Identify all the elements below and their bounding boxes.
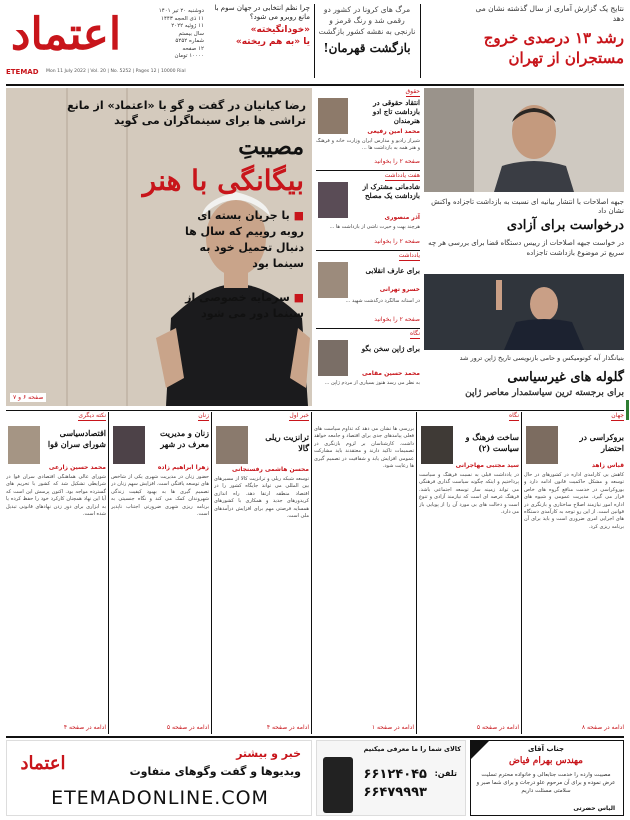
sidebar-item[interactable]: هفت یادداشت شادمانی مشترک از بازداشت یک مصلح آذر منصوری هرچند بهت و حیرت ناشی از بازداشت ها ... صفحه ۲ را بخوانید [316,172,420,248]
column-transit[interactable]: خبر اول ترانزیت ریلی گالا محسن هاشمی رفسنجانی توسعه شبکه ریلی و ترانزیت کالا از مسیرهای بین المللی می تواند جایگاه کشور را در اقتصاد منطقه ارتقا دهد. راه اندازی کریدورهای جدید و همکاری با کشورهای همسایه فرصتی مهم برای افزایش درآمدهای ملی است. ادامه در صفحه ۴ [214,412,309,731]
masthead [6,4,206,78]
column-note[interactable]: بررسی ها نشان می دهد که تداوم سیاست های فعلی پیامدهای جدی برای اقتصاد و جامعه خواهد داشت. کارشناسان بر لزوم بازنگری در تصمیمات تاکید دارند و معتقدند باید مشارکت عمومی افزایش یابد و شفافیت در تصمیم گیری ها رعایت شود. ادامه در صفحه ۱ [314,426,414,731]
abe-photo[interactable] [424,274,624,350]
story1-sub: در خواست جبهه اصلاحات از رییس دستگاه قضا برای بررسی هر چه سریع تر موضوع بازداشت تاجزاده [428,239,624,257]
story1-headline[interactable]: درخواست برای آزادی [506,218,624,233]
ad-etemadonline[interactable]: اعتماد خبر و بیشتر ویدیوها و گفت وگوهای متفاوت ETEMADONLINE.COM [6,740,312,816]
bottom-columns [6,412,624,734]
story2-kicker: بنیانگذار آبه کونومیکس و حامی بازنویسی تاریخ ژاپن ترور شد [459,354,624,362]
author-photo [318,182,348,218]
sidebar [316,88,420,406]
ad-advertising[interactable]: کالای شما را ما معرفی میکنیم تلفن: ۶۶۱۲۴۰۴۵ ۶۶۴۷۹۹۹۳ [316,740,466,816]
ad-logo: اعتماد [20,753,66,774]
author-photo [318,340,348,376]
feature-headline-2: بیگانگی با هنر [142,164,304,197]
ad-condolence[interactable]: جناب آقای مهندس بهرام فیاض مصیبت وارده را خدمت جنابعالی و خانواده محترم تسلیت عرض نموده و برای آن مرحوم علو درجات و برای شما صبر و سلامتی مسئلت داریم الیاس حضرتی [470,740,624,816]
dateline: Mon 11 July 2022 | Vol. 20 | No. 5252 | Pages 12 | 10000 Rial [46,69,186,74]
latin-logo: ETEMAD [6,68,39,76]
logo: اعتماد [10,9,122,60]
feature-bullet-2: ■ سرمایه خصوصی از سینما دور می شود [185,291,304,320]
author-photo [113,426,145,464]
ad-phone-2[interactable]: ۶۶۴۷۹۹۹۳ [363,785,427,800]
column-world[interactable]: جهان بروکراسی در احتضار قباس زاهد کاهش بی کارآمدی اداره در کشورهای در حال توسعه و مشکل حاکمیت قانون ادامه دارد و بوروکراسی در خدمت منافع گروه های خاص قرار می گیرد. مدیریت عمومی و شیوه های اداره امور نیازمند اصلاح ساختاری و بازنگری در قوانین است. از این رو توجه به کارآمدی دستگاه های اجرایی امری ضروری است و باید برای آن برنامه ریزی کرد. ادامه در صفحه ۸ [524,412,624,731]
issue-info: دوشنبه ۲۰ تیر ۱۴۰۱ ۱۱ ذی الحجه ۱۴۴۳ ۱۱ ژوئیه ۲۰۲۲ سال بیستم شماره ۵۲۵۲ ۱۲ صفحه ۱۰۰۰۰ تومان [158,8,204,59]
sidebar-item[interactable]: نگاه برای ژاپن سخن بگو محمد حسین مقامی به نظر می رسد هنوز بسیاری از مردم ژاپن ... [316,330,420,406]
teaser-tehran[interactable]: نتایج یک گزارش آماری از سال گذشته نشان می دهد رشد ۱۳ درصدی خروج مستجران از تهران [475,4,624,67]
right-column [424,88,624,406]
column-women[interactable]: زنان زنان و مدیریت معرف در شهر زهرا ابراهیم زاده حضور زنان در مدیریت شهری یکی از شاخص های توسعه یافتگی است. افزایش سهم زنان در تصمیم گیری ها به بهبود کیفیت زندگی شهروندان کمک می کند و نگاه جنسیتی به برنامه ریزی شهری ضرورتی اجتناب ناپذیر است. ادامه در صفحه ۵ [111,412,209,731]
story2-sub: برای برجسته ترین سیاستمدار معاصر ژاپن [465,388,624,398]
story1-kicker: جبهه اصلاحات با انتشار بیانیه ای نسبت به بازداشت تاجزاده واکنش نشان داد [431,198,624,215]
author-photo [421,426,453,464]
feature-headline-1: مصیبتِ [238,134,304,160]
sidebar-item[interactable]: حقوق انتقاد حقوقی در بازداشت تاج ادو هنرمندان محمد امین رفیعی شیراز رادیو و مدارس ایران وزارت خانه و فرهنگ و هنر همه به بازداشت ها ... صفحه ۲ را بخوانید [316,88,420,165]
column-culture[interactable]: نگاه ساخت فرهنگ و سیاست (۲) سید مجتبی مهاجرانی در یادداشت قبلی به نسبت فرهنگ و سیاست پرداختیم و اینکه چگونه سیاست گذاری فرهنگی می تواند زمینه ساز توسعه اجتماعی باشد. فرهنگ عرصه ای است که نیازمند آزادی و تنوع است و دخالت های بی مورد آن را از پویایی باز می دارد. ادامه در صفحه ۵ [419,412,519,731]
main-feature-photo[interactable] [6,88,312,406]
ad-figures [323,757,353,813]
teaser-covid[interactable]: مرگ های کرونا در کشور دو رقمی شد و رنگ قرمز و نارنجی به نقشه کشور بازگشت بازگشت قهرمان! [318,5,416,55]
portrait-illustration [424,88,624,192]
author-photo [8,426,40,464]
feature-kicker: رضا کیانیان در گفت و گو با «اعتماد» از مانع تراشی ها برای سینماگران می گوید [67,99,306,127]
ad-url[interactable]: ETEMADONLINE.COM [51,787,269,809]
feature-bullet-1: ■ با جریان بسته ای روبه روییم که سال ها دنبال تحمیل خود به سینما بود [184,209,304,270]
tajzadeh-photo[interactable] [424,88,624,192]
author-photo [318,98,348,134]
feature-page-ref[interactable]: صفحه ۶ و ۷ [10,393,46,402]
ad-phone-1[interactable]: ۶۶۱۲۴۰۴۵ [363,767,427,782]
side-accent-bar [626,400,629,420]
teaser-election[interactable]: چرا نظم انتخابی در جهان سوم با مانع روبرو می شود؟ «خودانگیخته» یا «به هم ریخته» [214,4,310,47]
author-photo [216,426,248,464]
portrait-illustration [424,274,624,350]
author-photo [318,262,348,298]
story2-headline[interactable]: گلوله های غیرسیاسی [507,370,624,385]
sidebar-item[interactable]: یادداشت برای عارف انقلابی خسرو تهرانی در آستانه سالگرد درگذشت شهید ... صفحه ۲ را بخوانید [316,252,420,326]
column-economy[interactable]: نکته دیگری اقتصادسیاسی شورای سران قوا محمد حسین زارعی شورای عالی هماهنگی اقتصادی سران قوا در شرایطی تشکیل شد که کشور با تحریم های گسترده مواجه بود. اکنون پرسش این است که آیا این نهاد همچنان کارکرد خود را حفظ کرده یا به ابزاری برای دور زدن نهادهای قانونی تبدیل شده است. ادامه در صفحه ۴ [6,412,106,731]
author-photo [526,426,558,464]
